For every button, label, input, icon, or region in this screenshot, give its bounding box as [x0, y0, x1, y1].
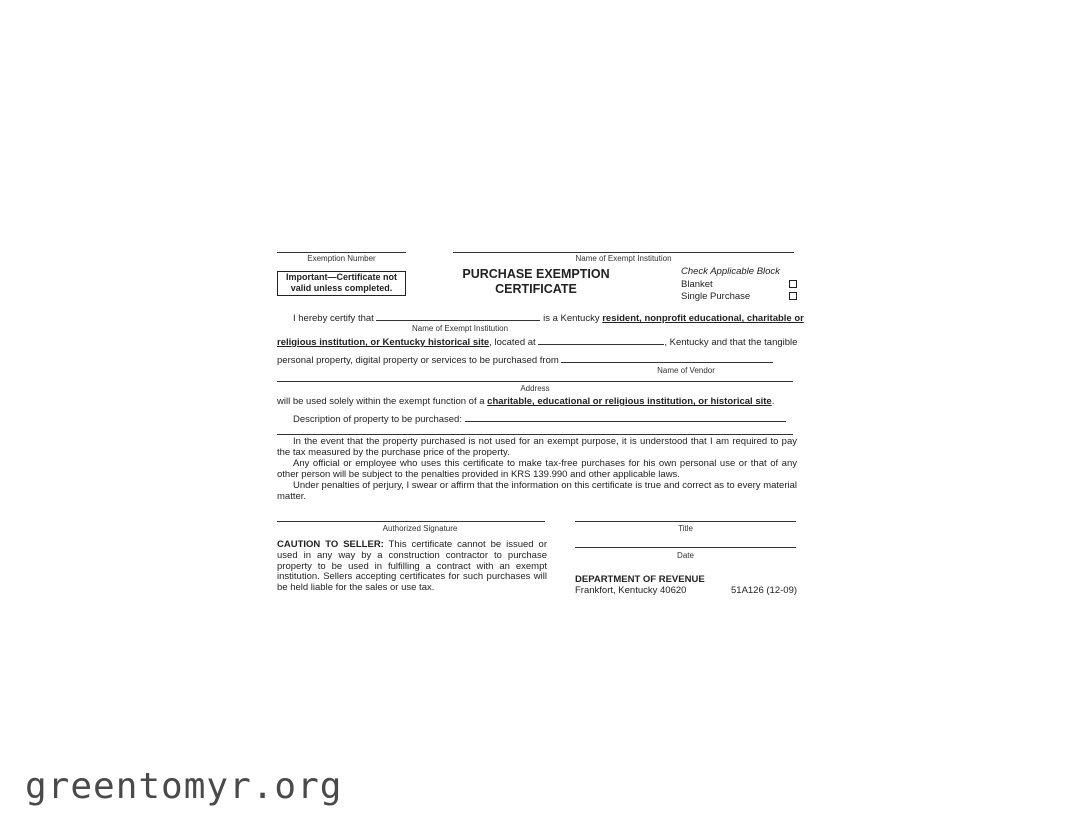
located-at-text: , located at: [489, 337, 536, 348]
exempt-function-line: [277, 396, 774, 407]
purchased-from-text: personal property, digital property or services to be purchased from: [277, 355, 559, 366]
title-label: Title: [678, 524, 693, 533]
authorized-signature-field[interactable]: [277, 521, 545, 522]
paragraph-exempt-purpose: In the event that the property purchased is not used for an exempt purpose, it is understood that I am required to pay the tax measured by the purchase price of the property.: [277, 436, 797, 458]
exempt-function-end: .: [771, 396, 775, 407]
watermark-text: greentomyr.org: [25, 766, 343, 807]
check-block-label: Check Applicable Block: [681, 266, 780, 277]
authorized-signature-label: Authorized Signature: [382, 524, 458, 533]
address-label: Address: [520, 384, 550, 393]
single-purchase-checkbox[interactable]: [789, 292, 797, 300]
certify-bold: resident, nonprofit educational, charitable or: [602, 313, 804, 324]
important-notice-line2: valid unless completed.: [290, 283, 393, 293]
paragraph-perjury: Under penalties of perjury, I swear or affirm that the information on this certificate is true and correct as to every material matter.: [277, 480, 797, 502]
important-notice-box: [277, 271, 406, 296]
exempt-institution-name-field[interactable]: [453, 252, 794, 253]
form-title-line1: PURCHASE EXEMPTION: [462, 267, 610, 281]
exemption-number-label: Exemption Number: [307, 254, 376, 263]
department-name: DEPARTMENT OF REVENUE: [575, 574, 705, 585]
certify-institution-field[interactable]: [376, 312, 540, 321]
vendor-name-label: Name of Vendor: [657, 366, 715, 375]
blanket-checkbox[interactable]: [789, 280, 797, 288]
important-notice-line1: Important—Certificate not: [285, 272, 397, 282]
location-line: [277, 336, 797, 348]
caution-to-seller: [277, 540, 547, 594]
exempt-function-bold: charitable, educational or religious institution, or historical site: [487, 396, 772, 407]
department-city: Frankfort, Kentucky 40620: [575, 585, 687, 596]
exempt-institution-name-label: Name of Exempt Institution: [575, 254, 672, 263]
description-field-line2[interactable]: [277, 434, 793, 435]
date-label: Date: [677, 551, 694, 560]
certify-line: [293, 312, 804, 324]
title-field[interactable]: [575, 521, 796, 522]
exempt-function-prefix: will be used solely within the exempt function of a: [277, 396, 485, 407]
caution-text: This certificate cannot be issued or used in any way by a construction contractor to purchase property to be used in fulfilling a contract with an exempt institution. Sellers accepting certificates for such purchases will be held liable for the sales or use tax.: [277, 539, 547, 594]
caution-bold: CAUTION TO SELLER:: [277, 539, 384, 550]
single-purchase-label: Single Purchase: [681, 291, 751, 302]
exemption-number-field[interactable]: [277, 252, 406, 253]
location-field[interactable]: [538, 336, 664, 345]
vendor-line: [277, 354, 773, 366]
certify-mid: is a Kentucky: [543, 313, 600, 324]
description-line: [293, 413, 786, 425]
blanket-label: Blanket: [681, 279, 713, 290]
description-field[interactable]: [465, 413, 786, 422]
date-field[interactable]: [575, 547, 796, 548]
form-title: [450, 267, 622, 297]
kentucky-tangible-text: , Kentucky and that the tangible: [664, 337, 798, 348]
vendor-name-field[interactable]: [561, 354, 773, 363]
certify-prefix: I hereby certify that: [293, 313, 374, 324]
paragraph-penalties: Any official or employee who uses this certificate to make tax-free purchases for his own personal use or that of any other person will be subject to the penalties provided in KRS 139.990 and other applicable laws.: [277, 458, 797, 480]
description-label: Description of property to be purchased:: [293, 414, 462, 425]
form-title-line2: CERTIFICATE: [495, 282, 577, 296]
form-number: 51A126 (12-09): [731, 585, 798, 596]
religious-institution-bold: religious institution, or Kentucky historical site: [277, 337, 490, 348]
certify-institution-sub-label: Name of Exempt Institution: [411, 324, 509, 333]
address-field[interactable]: [277, 381, 793, 382]
